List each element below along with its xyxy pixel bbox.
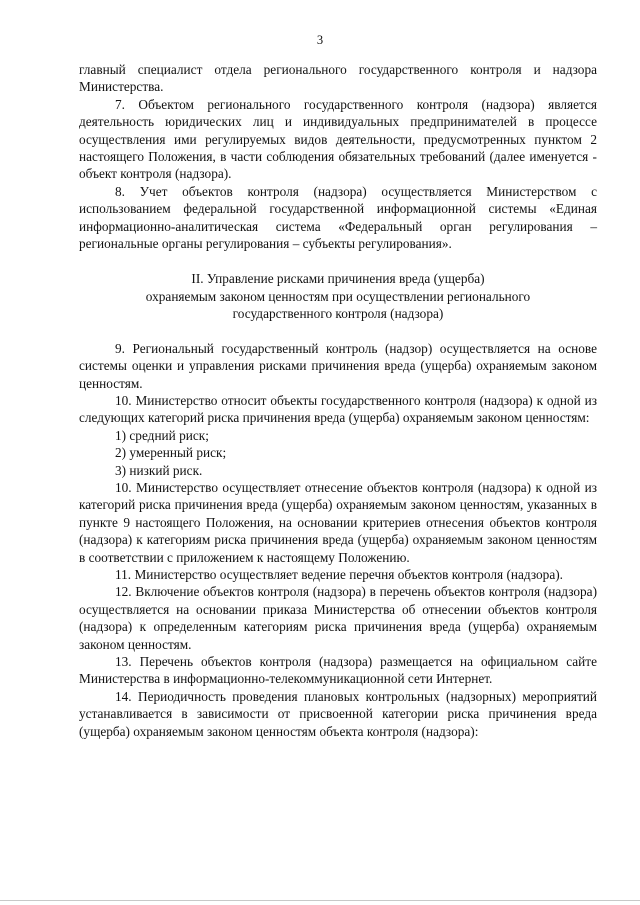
scan-edge-line xyxy=(0,900,640,901)
paragraph-item-9: 9. Региональный государственный контроль (надзор) осуществляется на основе системы оценки и управления рисками причинения вреда (ущерба) охраняемым законом ценностям. xyxy=(79,340,597,391)
section-heading-line: охраняемым законом ценностям при осуществлении регионального xyxy=(145,288,531,304)
paragraph-item-10-assignment: 10. Министерство осуществляет отнесение объектов контроля (надзора) к одной из категорий риска причинения вреда (ущерба) охраняемым законом ценностям, указанных в пункте 9 настоящего Положения, на основании критериев отнесения объектов контроля (надзора) к категориям риска причинения вреда (ущерба) охраняемым законом ценностям в соответствии с приложением к настоящему Положению. xyxy=(79,479,597,565)
paragraph-item-11: 11. Министерство осуществляет ведение перечня объектов контроля (надзора). xyxy=(115,566,563,582)
page-number: 3 xyxy=(316,33,324,47)
paragraph-continuation: главный специалист отдела регионального государственного контроля и надзора Министерства. xyxy=(79,62,597,95)
paragraph-item-13: 13. Перечень объектов контроля (надзора) размещается на официальном сайте Министерства в информационно-телекоммуникационной сети Интернет. xyxy=(79,654,597,687)
document-body xyxy=(79,61,597,740)
section-heading xyxy=(79,270,597,322)
list-item-medium-risk: 1) средний риск; xyxy=(115,427,209,443)
section-heading-line: II. Управление рисками причинения вреда (ущерба) xyxy=(191,271,485,287)
list-item-low-risk: 3) низкий риск. xyxy=(115,462,203,478)
list-item-moderate-risk: 2) умеренный риск; xyxy=(115,445,227,461)
paragraph-item-14: 14. Периодичность проведения плановых контрольных (надзорных) мероприятий устанавливается в зависимости от присвоенной категории риска причинения вреда (ущерба) охраняемым законом ценностям объекта контроля (надзора): xyxy=(79,688,597,739)
paragraph-item-7: 7. Объектом регионального государственного контроля (надзора) является деятельность юридических лиц и индивидуальных предпринимателей в процессе осуществления ими регулируемых видов деятельности, предусмотренных пунктом 2 настоящего Положения, в части соблюдения обязательных требований (далее именуется - объект контроля (надзора). xyxy=(79,96,597,182)
paragraph-item-10: 10. Министерство относит объекты государственного контроля (надзора) к одной из следующих категорий риска причинения вреда (ущерба) охраняемым законом ценностям: xyxy=(79,392,597,426)
paragraph-item-12: 12. Включение объектов контроля (надзора) в перечень объектов контроля (надзора) осуществляется на основании приказа Министерства об отнесении объектов контроля (надзора) к определенным категориям риска причинения вреда (ущерба) охраняемым законом ценностям. xyxy=(79,584,597,652)
paragraph-item-8: 8. Учет объектов контроля (надзора) осуществляется Министерством с использованием федеральной государственной информационной системы «Единая информационно-аналитическая система «Федеральный орган регулирования – региональные органы регулирования – субъекты регулирования». xyxy=(79,183,597,252)
section-heading-line: государственного контроля (надзора) xyxy=(232,306,444,322)
